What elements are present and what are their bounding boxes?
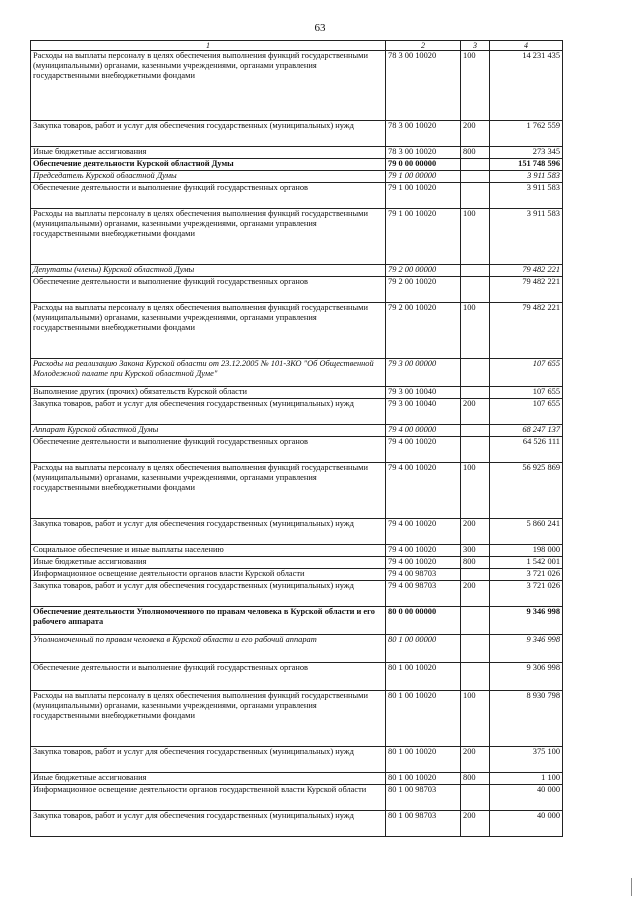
row-code-cell: 78 3 00 10020 (386, 147, 461, 159)
row-sum-cell: 3 721 026 (490, 569, 563, 581)
row-type-cell: 800 (461, 773, 490, 785)
row-sum-cell: 79 482 221 (490, 277, 563, 303)
row-sum-cell: 273 345 (490, 147, 563, 159)
row-name-cell: Расходы на выплаты персоналу в целях обеспечения выполнения функций государственными (муниципальными) органами, казенными учреждениями, органами управления государственными внебюджетными фондами (31, 209, 386, 265)
table-row (31, 663, 563, 691)
row-code-cell: 79 1 00 10020 (386, 209, 461, 265)
table-row (31, 265, 563, 277)
table-row (31, 773, 563, 785)
row-name-cell: Информационное освещение деятельности органов государственной власти Курской области (31, 785, 386, 811)
row-code-cell: 79 4 00 10020 (386, 437, 461, 463)
row-code-cell: 79 2 00 00000 (386, 265, 461, 277)
row-name-cell: Иные бюджетные ассигнования (31, 147, 386, 159)
row-code-cell: 79 4 00 10020 (386, 545, 461, 557)
row-name-cell: Социальное обеспечение и иные выплаты населению (31, 545, 386, 557)
row-name-cell: Закупка товаров, работ и услуг для обеспечения государственных (муниципальных) нужд (31, 519, 386, 545)
row-sum-cell: 8 930 798 (490, 691, 563, 747)
table-row (31, 121, 563, 147)
row-sum-cell: 68 247 137 (490, 425, 563, 437)
table-row (31, 635, 563, 663)
row-name-cell: Закупка товаров, работ и услуг для обеспечения государственных (муниципальных) нужд (31, 121, 386, 147)
row-sum-cell: 79 482 221 (490, 303, 563, 359)
row-type-cell (461, 785, 490, 811)
row-name-cell: Обеспечение деятельности и выполнение функций государственных органов (31, 277, 386, 303)
header-code-column: 2 (386, 41, 461, 51)
row-sum-cell: 1 100 (490, 773, 563, 785)
table-row (31, 557, 563, 569)
row-code-cell: 79 3 00 10040 (386, 387, 461, 399)
header-name-column: 1 (31, 41, 386, 51)
row-name-cell: Председатель Курской областной Думы (31, 171, 386, 183)
row-name-cell: Обеспечение деятельности Курской областной Думы (31, 159, 386, 171)
row-type-cell (461, 171, 490, 183)
row-type-cell (461, 183, 490, 209)
table-row (31, 785, 563, 811)
row-code-cell: 79 3 00 10040 (386, 399, 461, 425)
row-code-cell: 79 1 00 00000 (386, 171, 461, 183)
row-sum-cell: 375 100 (490, 747, 563, 773)
row-type-cell: 200 (461, 811, 490, 837)
row-code-cell: 78 3 00 10020 (386, 121, 461, 147)
row-sum-cell: 198 000 (490, 545, 563, 557)
row-code-cell: 80 1 00 10020 (386, 747, 461, 773)
row-name-cell: Расходы на выплаты персоналу в целях обеспечения выполнения функций государственными (муниципальными) органами, казенными учреждениями, органами управления государственными внебюджетными фондами (31, 691, 386, 747)
row-name-cell: Расходы на реализацию Закона Курской области от 23.12.2005 № 101-ЗКО "Об Общественной Молодежной палате при Курской областной Думе" (31, 359, 386, 387)
row-code-cell: 80 1 00 10020 (386, 773, 461, 785)
row-name-cell: Закупка товаров, работ и услуг для обеспечения государственных (муниципальных) нужд (31, 581, 386, 607)
row-name-cell: Аппарат Курской областной Думы (31, 425, 386, 437)
row-sum-cell: 9 346 998 (490, 635, 563, 663)
row-sum-cell: 151 748 596 (490, 159, 563, 171)
row-sum-cell: 3 911 583 (490, 209, 563, 265)
row-type-cell: 800 (461, 147, 490, 159)
table-row (31, 545, 563, 557)
table-header-row (31, 41, 563, 51)
row-sum-cell: 9 306 998 (490, 663, 563, 691)
table-row (31, 607, 563, 635)
row-name-cell: Депутаты (члены) Курской областной Думы (31, 265, 386, 277)
row-name-cell: Уполномоченный по правам человека в Курской области и его рабочий аппарат (31, 635, 386, 663)
row-name-cell: Обеспечение деятельности и выполнение функций государственных органов (31, 437, 386, 463)
row-type-cell (461, 277, 490, 303)
row-type-cell (461, 607, 490, 635)
page-number: 63 (314, 22, 326, 34)
row-sum-cell: 14 231 435 (490, 51, 563, 121)
row-sum-cell: 40 000 (490, 811, 563, 837)
row-type-cell (461, 387, 490, 399)
row-type-cell: 200 (461, 519, 490, 545)
row-sum-cell: 107 655 (490, 359, 563, 387)
row-sum-cell: 64 526 111 (490, 437, 563, 463)
row-code-cell: 79 3 00 00000 (386, 359, 461, 387)
table-row (31, 359, 563, 387)
row-type-cell (461, 425, 490, 437)
row-name-cell: Расходы на выплаты персоналу в целях обеспечения выполнения функций государственными (муниципальными) органами, казенными учреждениями, органами управления государственными внебюджетными фондами (31, 463, 386, 519)
table-row (31, 51, 563, 121)
row-name-cell: Расходы на выплаты персоналу в целях обеспечения выполнения функций государственными (муниципальными) органами, казенными учреждениями, органами управления государственными внебюджетными фондами (31, 303, 386, 359)
row-name-cell: Расходы на выплаты персоналу в целях обеспечения выполнения функций государственными (муниципальными) органами, казенными учреждениями, органами управления государственными внебюджетными фондами (31, 51, 386, 121)
table-row (31, 569, 563, 581)
row-code-cell: 80 1 00 10020 (386, 691, 461, 747)
row-type-cell (461, 359, 490, 387)
row-code-cell: 79 4 00 10020 (386, 463, 461, 519)
row-code-cell: 79 0 00 00000 (386, 159, 461, 171)
table-row (31, 811, 563, 837)
header-type-column: 3 (461, 41, 490, 51)
row-code-cell: 80 0 00 00000 (386, 607, 461, 635)
row-code-cell: 79 4 00 00000 (386, 425, 461, 437)
row-type-cell: 800 (461, 557, 490, 569)
row-code-cell: 79 4 00 98703 (386, 569, 461, 581)
table-row (31, 209, 563, 265)
table-row (31, 519, 563, 545)
row-type-cell: 100 (461, 303, 490, 359)
row-sum-cell: 1 542 001 (490, 557, 563, 569)
margin-mark (631, 878, 632, 896)
table-row (31, 159, 563, 171)
row-type-cell: 300 (461, 545, 490, 557)
row-code-cell: 78 3 00 10020 (386, 51, 461, 121)
table-row (31, 147, 563, 159)
row-code-cell: 79 4 00 10020 (386, 557, 461, 569)
row-type-cell: 100 (461, 691, 490, 747)
table-row (31, 387, 563, 399)
row-type-cell: 200 (461, 581, 490, 607)
row-sum-cell: 107 655 (490, 399, 563, 425)
budget-table (30, 40, 563, 837)
row-type-cell: 200 (461, 399, 490, 425)
row-sum-cell: 3 911 583 (490, 183, 563, 209)
row-type-cell: 200 (461, 121, 490, 147)
row-name-cell: Закупка товаров, работ и услуг для обеспечения государственных (муниципальных) нужд (31, 399, 386, 425)
header-sum-column: 4 (490, 41, 563, 51)
row-sum-cell: 5 860 241 (490, 519, 563, 545)
row-code-cell: 80 1 00 00000 (386, 635, 461, 663)
row-type-cell: 100 (461, 209, 490, 265)
row-name-cell: Закупка товаров, работ и услуг для обеспечения государственных (муниципальных) нужд (31, 747, 386, 773)
table-row (31, 437, 563, 463)
row-code-cell: 79 4 00 10020 (386, 519, 461, 545)
table-row (31, 425, 563, 437)
row-sum-cell: 40 000 (490, 785, 563, 811)
row-sum-cell: 56 925 869 (490, 463, 563, 519)
row-sum-cell: 79 482 221 (490, 265, 563, 277)
row-name-cell: Иные бюджетные ассигнования (31, 773, 386, 785)
row-type-cell: 100 (461, 51, 490, 121)
table-row (31, 183, 563, 209)
row-name-cell: Обеспечение деятельности и выполнение функций государственных органов (31, 663, 386, 691)
table-row (31, 303, 563, 359)
budget-table-body (31, 41, 563, 837)
row-type-cell: 200 (461, 747, 490, 773)
row-type-cell (461, 265, 490, 277)
row-code-cell: 79 4 00 98703 (386, 581, 461, 607)
row-type-cell (461, 663, 490, 691)
row-sum-cell: 3 911 583 (490, 171, 563, 183)
row-sum-cell: 1 762 559 (490, 121, 563, 147)
row-name-cell: Обеспечение деятельности Уполномоченного по правам человека в Курской области и его рабочего аппарата (31, 607, 386, 635)
row-code-cell: 79 1 00 10020 (386, 183, 461, 209)
row-type-cell (461, 159, 490, 171)
row-sum-cell: 3 721 026 (490, 581, 563, 607)
row-code-cell: 80 1 00 98703 (386, 811, 461, 837)
row-name-cell: Обеспечение деятельности и выполнение функций государственных органов (31, 183, 386, 209)
table-row (31, 171, 563, 183)
row-name-cell: Выполнение других (прочих) обязательств Курской области (31, 387, 386, 399)
row-type-cell: 100 (461, 463, 490, 519)
row-sum-cell: 107 655 (490, 387, 563, 399)
row-sum-cell: 9 346 998 (490, 607, 563, 635)
row-name-cell: Закупка товаров, работ и услуг для обеспечения государственных (муниципальных) нужд (31, 811, 386, 837)
table-row (31, 691, 563, 747)
table-row (31, 399, 563, 425)
table-row (31, 747, 563, 773)
row-code-cell: 80 1 00 98703 (386, 785, 461, 811)
table-row (31, 463, 563, 519)
table-row (31, 581, 563, 607)
row-type-cell (461, 635, 490, 663)
row-name-cell: Информационное освещение деятельности органов власти Курской области (31, 569, 386, 581)
row-type-cell (461, 569, 490, 581)
row-code-cell: 80 1 00 10020 (386, 663, 461, 691)
row-code-cell: 79 2 00 10020 (386, 303, 461, 359)
row-type-cell (461, 437, 490, 463)
row-code-cell: 79 2 00 10020 (386, 277, 461, 303)
table-row (31, 277, 563, 303)
row-name-cell: Иные бюджетные ассигнования (31, 557, 386, 569)
